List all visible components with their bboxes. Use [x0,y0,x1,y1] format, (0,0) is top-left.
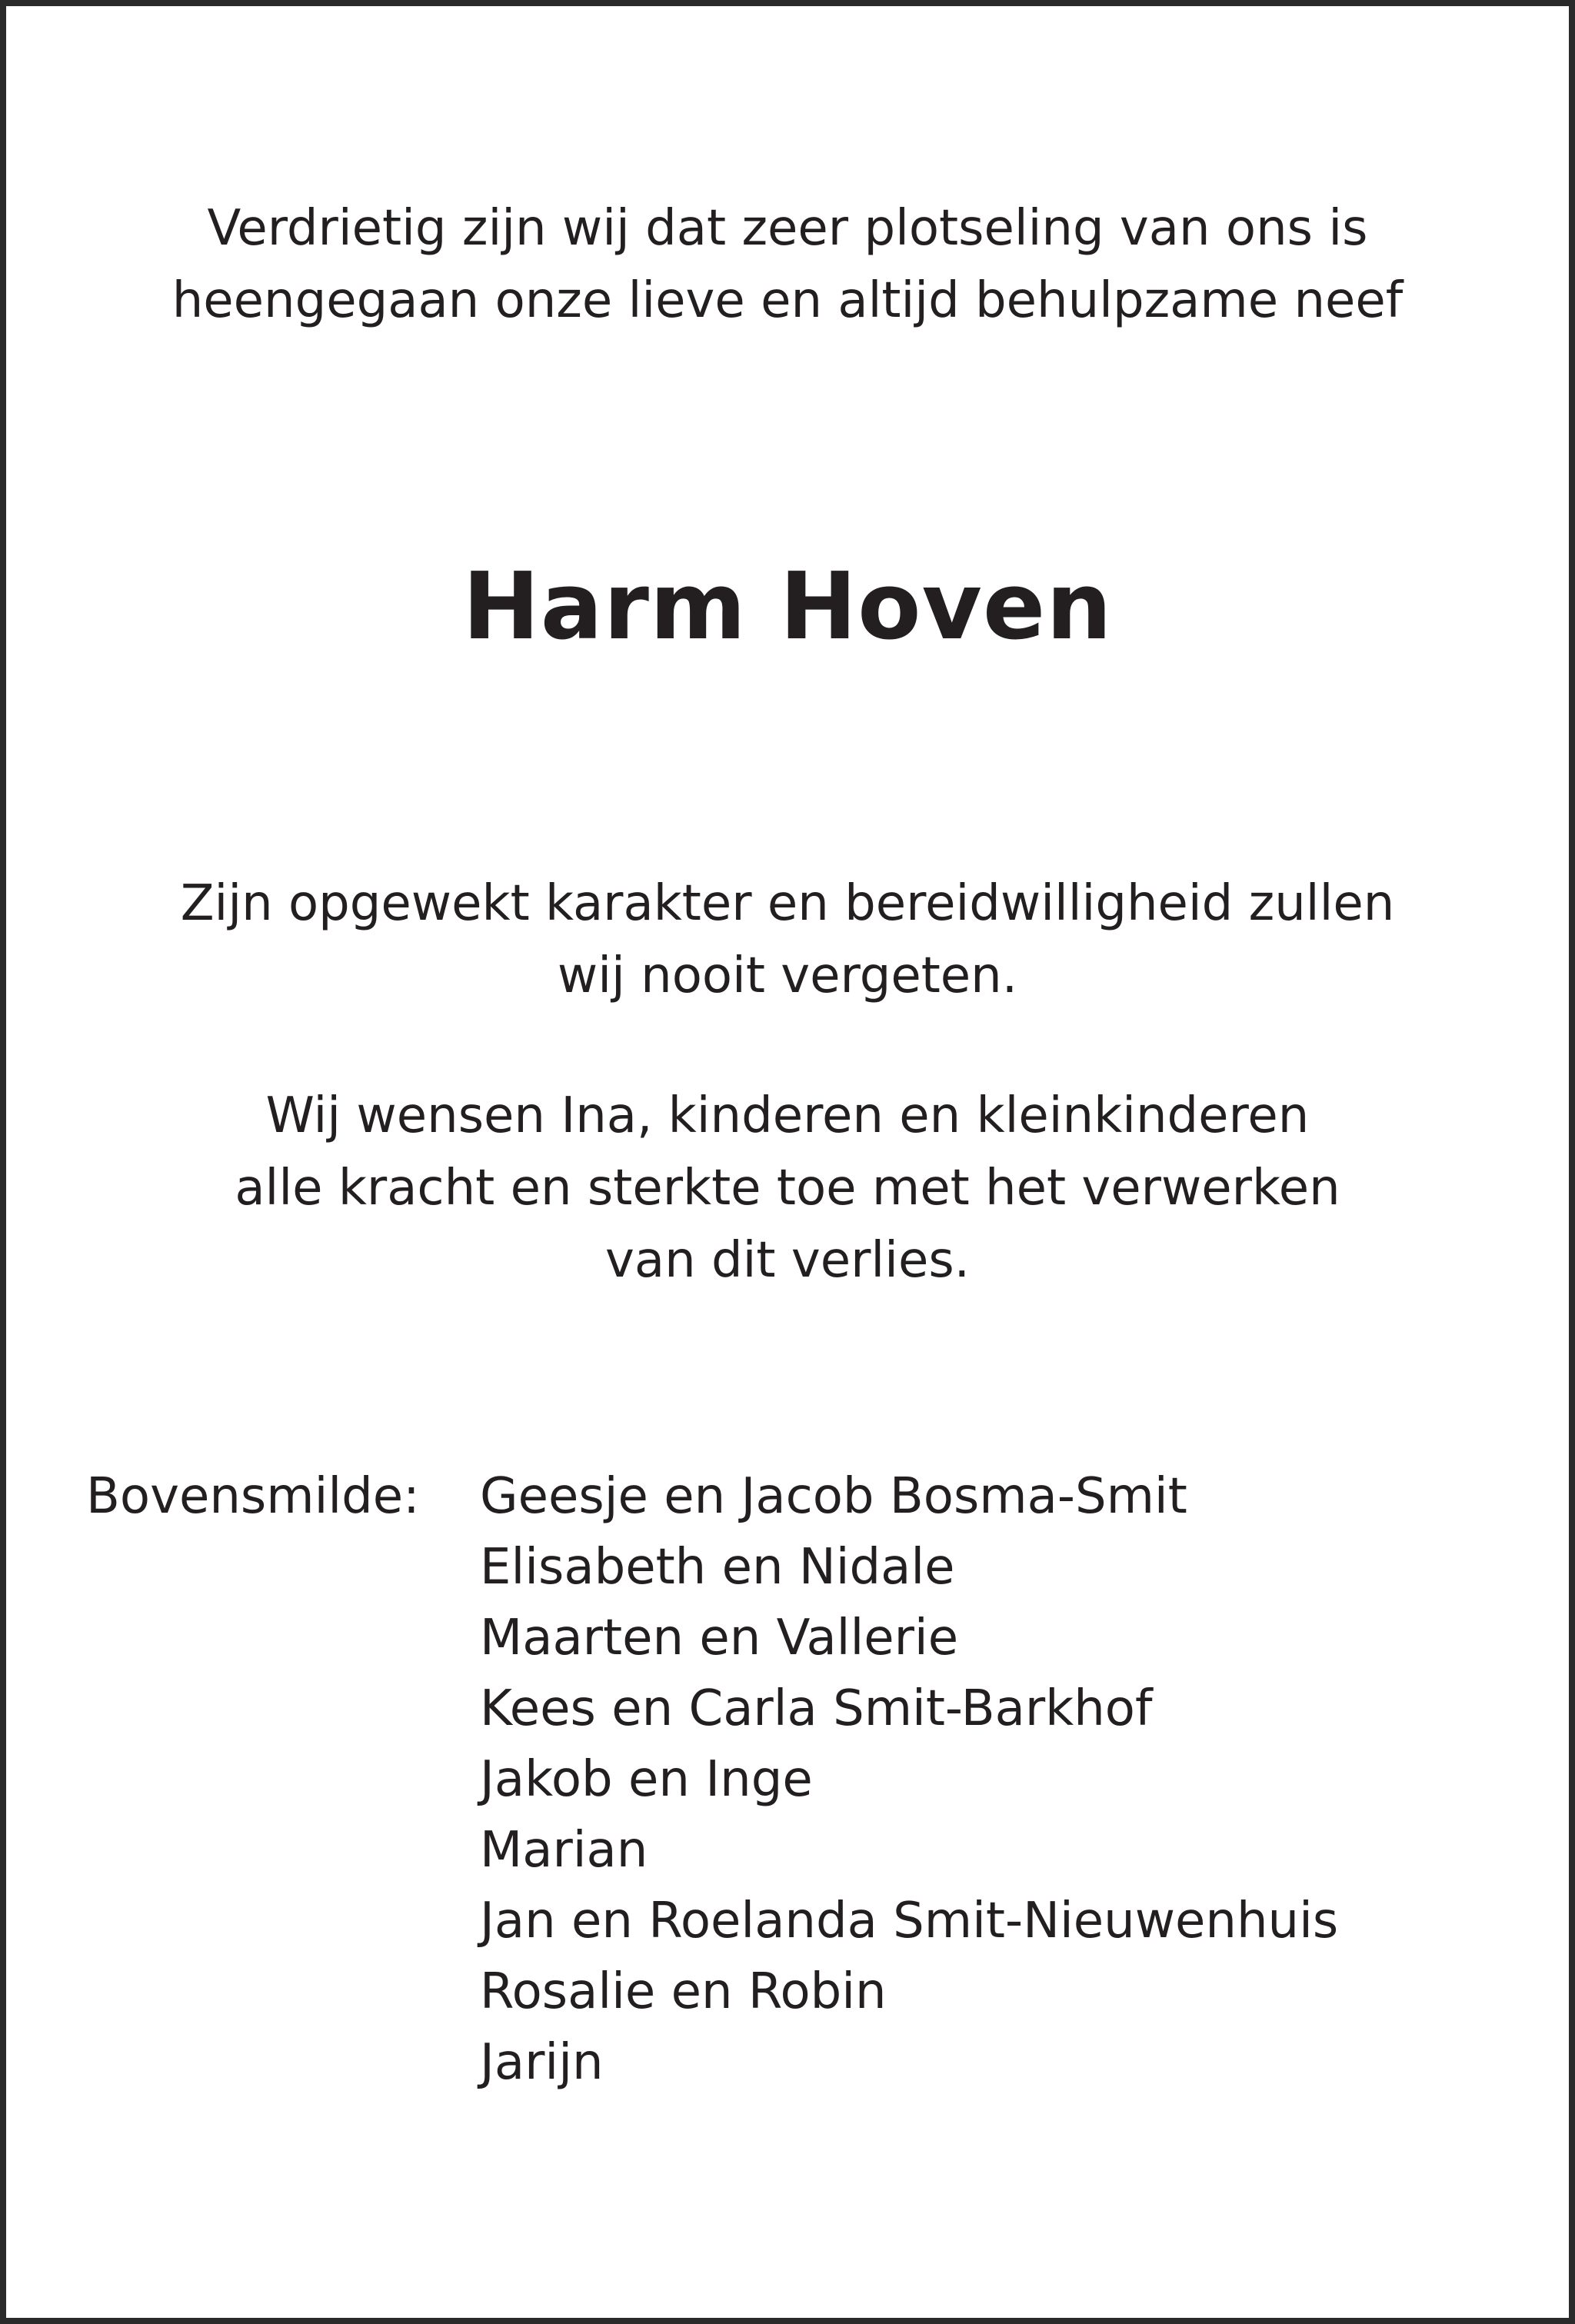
signatory-name: Elisabeth en Nidale [480,1539,955,1596]
signature-block [86,1461,1338,2098]
signatory-name: Geesje en Jacob Bosma-Smit [480,1468,1187,1525]
signatory-name: Jarijn [480,2034,604,2091]
remembrance-line: Zijn opgewekt karakter en bereidwilligheid zullen [180,875,1395,932]
condolence-line: van dit verlies. [604,1232,971,1289]
remembrance-line: wij nooit vergeten. [557,947,1018,1004]
signatory-name: Maarten en Vallerie [480,1610,959,1666]
condolence-line: alle kracht en sterkte toe met het verwerken [235,1160,1340,1217]
condolence-paragraph [0,1080,1575,1297]
deceased-name: Harm Hoven [462,554,1113,661]
signatory-name: Marian [480,1822,648,1879]
signatory-name: Jan en Roelanda Smit-Nieuwenhuis [480,1893,1339,1949]
signatory-name: Kees en Carla Smit-Barkhof [480,1680,1153,1737]
signature-names [480,1461,1338,2098]
intro-line: Verdrietig zijn wij dat zeer plotseling van ons is [207,200,1368,257]
intro-text [0,192,1575,337]
intro-line: heengegaan onze lieve en altijd behulpzame neef [171,272,1404,329]
condolence-line: Wij wensen Ina, kinderen en kleinkinderen [265,1087,1310,1144]
remembrance-paragraph [0,867,1575,1012]
signature-place: Bovensmilde: [86,1468,420,1525]
signatory-name: Rosalie en Robin [480,1963,887,2020]
signatory-name: Jakob en Inge [480,1751,813,1808]
